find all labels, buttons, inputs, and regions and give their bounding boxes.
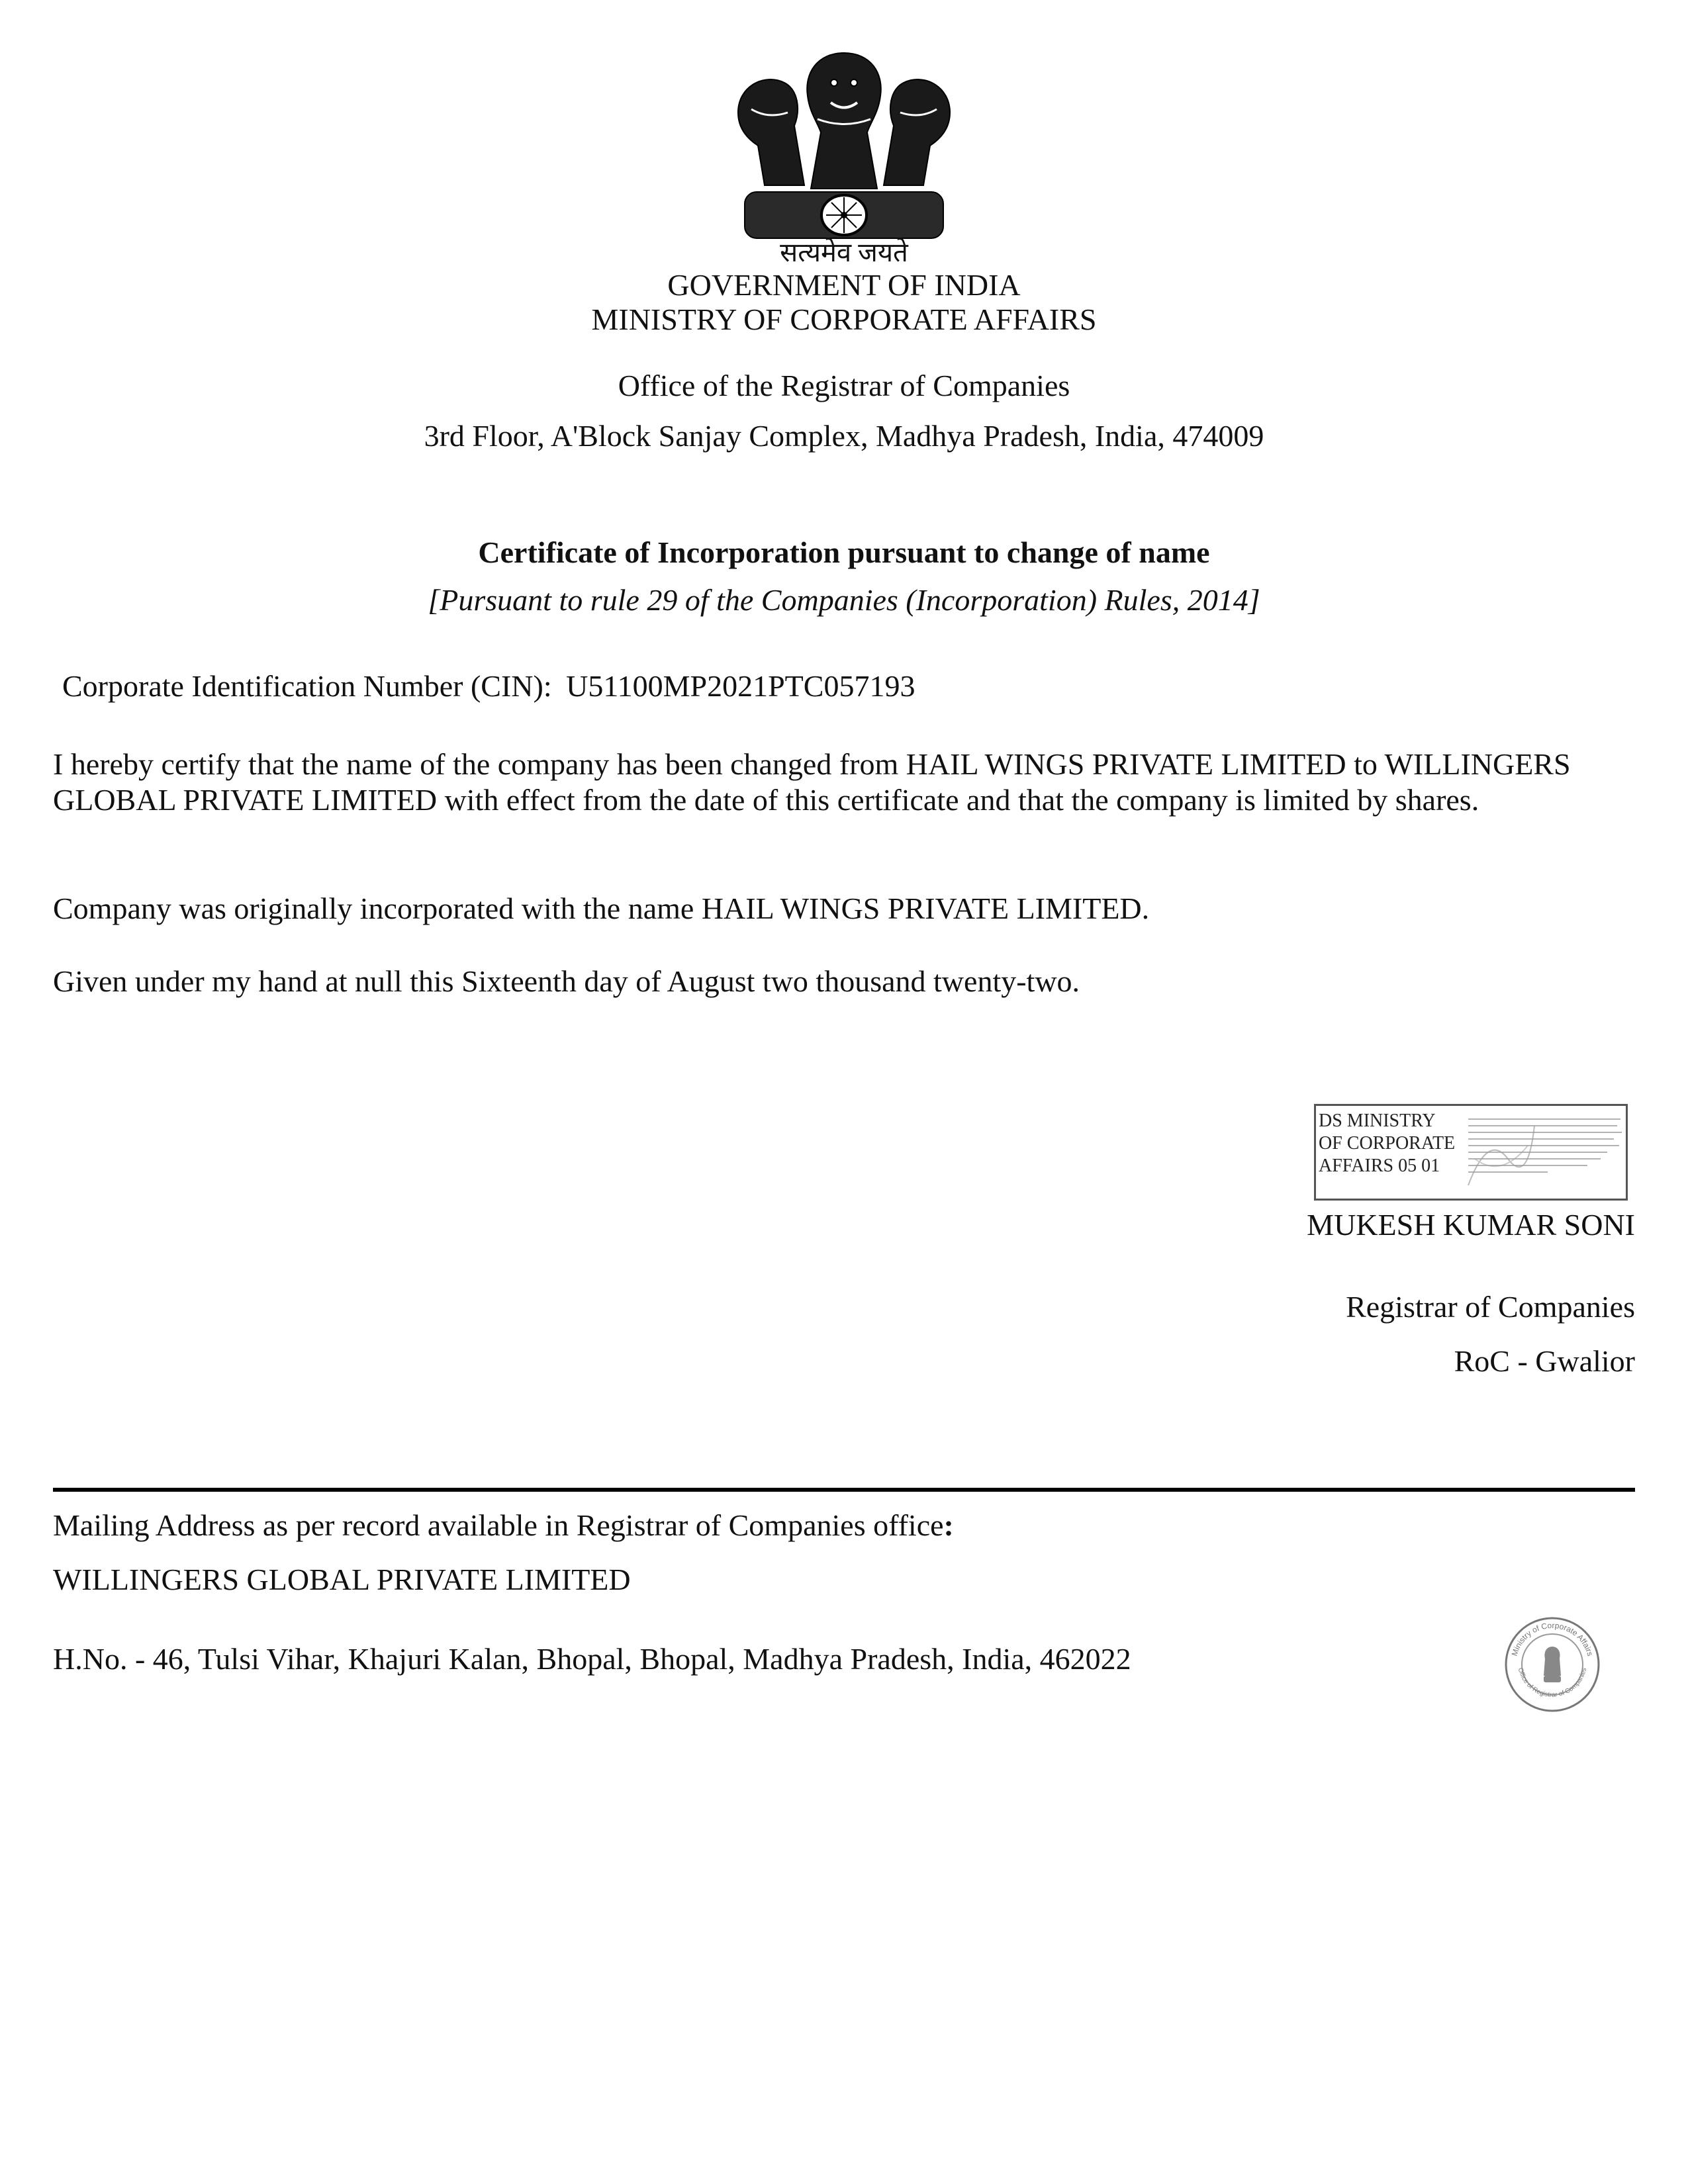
ds-line-3: AFFAIRS 05 01: [1319, 1156, 1440, 1176]
mailing-label: [53, 1508, 1628, 1543]
office-address: 3rd Floor, A'Block Sanjay Complex, Madhya Pradesh, India, 474009: [424, 419, 1264, 453]
certify-paragraph: I hereby certify that the name of the company has been changed from HAIL WINGS PRIVATE LIMITED to WILLINGERS GLOBAL PRIVATE LIMITED with effect from the date of this certificate and that the company is limited by shares.: [53, 747, 1571, 817]
certificate-title: Certificate of Incorporation pursuant to change of name: [478, 535, 1210, 569]
cin-label: Corporate Identification Number (CIN):: [62, 669, 552, 703]
given-under-paragraph: Given under my hand at null this Sixteenth day of August two thousand twenty-two.: [53, 964, 1080, 998]
mailing-label-colon: :: [943, 1508, 954, 1542]
ds-text: [1319, 1110, 1455, 1177]
signer-title: Registrar of Companies: [1346, 1290, 1635, 1324]
motto-text: सत्यमेव जयते: [780, 238, 908, 267]
original-name-paragraph: Company was originally incorporated with the name HAIL WINGS PRIVATE LIMITED.: [53, 891, 1150, 925]
cin-value: U51100MP2021PTC057193: [566, 669, 915, 703]
signer-office: RoC - Gwalior: [1454, 1344, 1635, 1378]
certificate-subtitle: [Pursuant to rule 29 of the Companies (Incorporation) Rules, 2014]: [428, 583, 1260, 617]
mailing-address: H.No. - 46, Tulsi Vihar, Khajuri Kalan, Bhopal, Bhopal, Madhya Pradesh, India, 462022: [53, 1642, 1131, 1676]
ds-line-1: DS MINISTRY: [1319, 1111, 1436, 1131]
digital-signature-box: [1314, 1104, 1628, 1201]
seal-text-bottom: Office of Registrar of Companies: [1516, 1666, 1589, 1699]
national-emblem-icon: [712, 46, 976, 258]
ds-fine-print-lines-icon: [1468, 1115, 1624, 1188]
mailing-company: WILLINGERS GLOBAL PRIVATE LIMITED: [53, 1563, 631, 1596]
mailing-label-text: Mailing Address as per record available in Registrar of Companies office: [53, 1508, 944, 1542]
seal-text-top: Ministry of Corporate Affairs: [1509, 1620, 1595, 1657]
footer-divider: [53, 1488, 1635, 1492]
cin-line: [62, 668, 1638, 704]
gov-line-2: MINISTRY OF CORPORATE AFFAIRS: [591, 302, 1097, 336]
signer-name: MUKESH KUMAR SONI: [1307, 1208, 1635, 1242]
gov-line-1: GOVERNMENT OF INDIA: [667, 268, 1021, 302]
ds-line-2: OF CORPORATE: [1319, 1133, 1456, 1154]
ds-fine-print: [1468, 1115, 1624, 1190]
office-name: Office of the Registrar of Companies: [618, 369, 1070, 402]
ministry-seal-icon: [1503, 1615, 1602, 1714]
